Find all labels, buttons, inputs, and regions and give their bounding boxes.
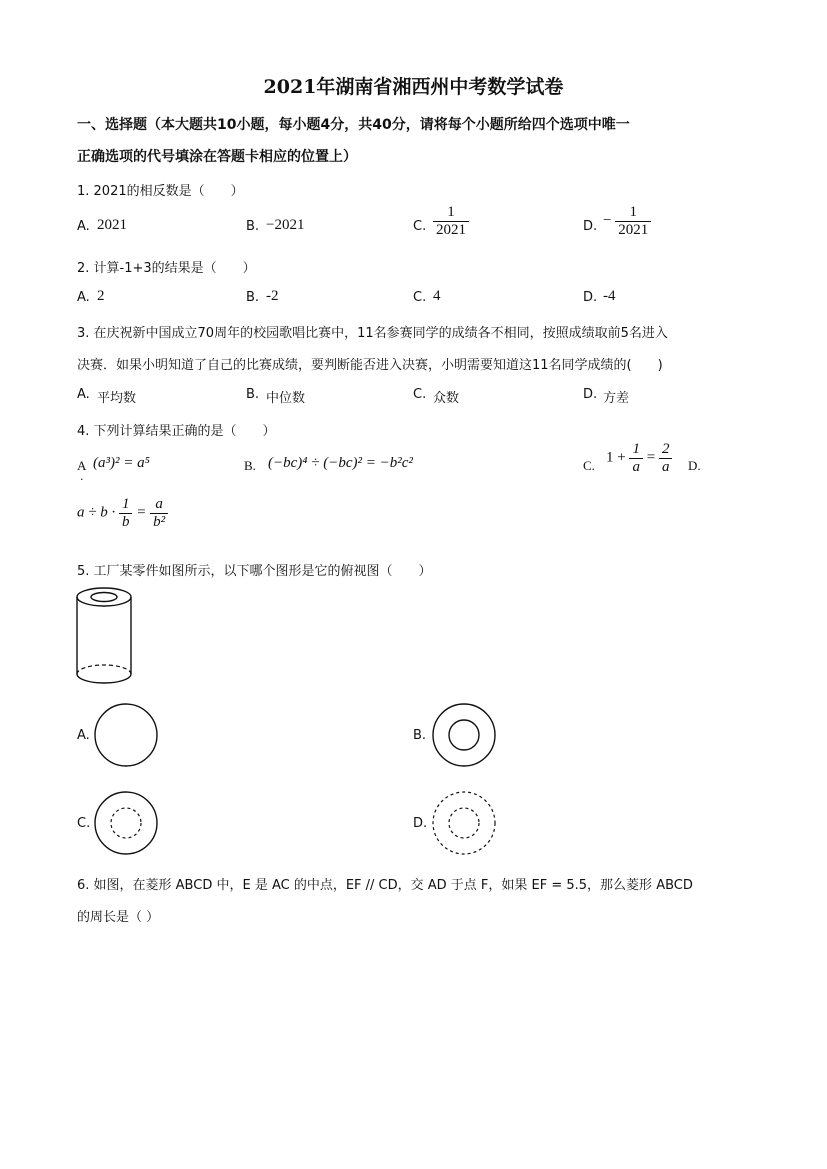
q4-option-c	[606, 441, 672, 475]
q3-option-a: 平均数	[97, 391, 137, 406]
q3-label-c: C.	[413, 387, 427, 402]
q4-d-num2: a	[150, 496, 168, 514]
q1-label-c: C.	[413, 219, 427, 234]
q5-label-d: D.	[413, 816, 428, 831]
q3-option-c: 众数	[433, 391, 460, 406]
q2-option-d: -4	[603, 288, 616, 304]
q4-label-b: B.	[244, 458, 256, 473]
q1-d-denominator: 2021	[618, 221, 649, 238]
q1-option-c	[433, 204, 469, 238]
q4-c-num2: 2	[659, 441, 673, 459]
q3-option-b: 中位数	[266, 391, 306, 406]
q2-option-b: -2	[266, 288, 279, 304]
q3-label-d: D.	[583, 387, 598, 402]
q2-label-b: B.	[246, 290, 260, 305]
q4-option-a: (a³)² = a⁵	[93, 455, 150, 471]
q4-c-den1: a	[632, 458, 640, 475]
q4-label-a-dot: .	[80, 470, 84, 483]
q2-label-d: D.	[583, 290, 598, 305]
q1-label-a: A.	[77, 219, 90, 234]
section-header-line1: 一、选择题（本大题共10小题，每小题4分，共40分，请将每个小题所给四个选项中唯一	[77, 117, 630, 133]
question-6-line1: 6. 如图，在菱形 ABCD 中，E 是 AC 的中点，EF // CD，交 AD 于点 F，如果 EF = 5.5，那么菱形 ABCD	[77, 878, 693, 893]
q4-d-lhs: a ÷ b ·	[77, 504, 116, 521]
question-3-line2: 决赛．如果小明知道了自己的比赛成绩，要判断能否进入决赛，小明需要知道这11名同学成绩的( )	[77, 358, 663, 373]
question-4-stem: 4. 下列计算结果正确的是（ ）	[77, 424, 276, 439]
section-header-line2: 正确选项的代号填涂在答题卡相应的位置上）	[77, 149, 357, 165]
q3-label-a: A.	[77, 387, 90, 402]
q2-label-a: A.	[77, 290, 90, 305]
q4-d-num1: 1	[119, 496, 133, 514]
q4-c-num1: 1	[629, 441, 643, 459]
q1-option-d	[603, 204, 651, 238]
q1-label-b: B.	[246, 219, 260, 234]
q3-option-d: 方差	[603, 391, 630, 406]
q1-option-b: −2021	[266, 217, 305, 233]
q4-option-b: (−bc)⁴ ÷ (−bc)² = −b²c²	[268, 455, 413, 471]
q4-d-eq: =	[136, 504, 147, 521]
cylinder-part-figure	[70, 585, 140, 690]
q1-d-numerator: 1	[615, 204, 651, 222]
q4-label-d: D.	[688, 458, 701, 473]
q5-option-b-concentric-circles	[430, 701, 500, 771]
q1-d-sign: −	[603, 212, 612, 229]
q1-c-numerator: 1	[433, 204, 469, 222]
q2-option-a: 2	[97, 288, 105, 304]
q5-label-c: C.	[77, 816, 91, 831]
q2-label-c: C.	[413, 290, 427, 305]
question-2-stem: 2. 计算-1+3的结果是（ ）	[77, 261, 256, 276]
q4-d-den2: b²	[153, 513, 166, 530]
q4-label-c: C.	[583, 458, 595, 473]
q4-option-d	[77, 496, 168, 530]
q4-c-den2: a	[661, 458, 670, 475]
question-6-line2: 的周长是（ ）	[77, 910, 160, 925]
q3-label-b: B.	[246, 387, 260, 402]
q4-c-eq: =	[646, 449, 656, 466]
q5-option-a-circle	[92, 701, 162, 771]
page-title: 2021年湖南省湘西州中考数学试卷	[263, 76, 564, 98]
q2-option-c: 4	[433, 288, 441, 304]
q5-label-a: A.	[77, 728, 90, 743]
question-1-stem: 1. 2021的相反数是（ ）	[77, 184, 244, 199]
q1-option-a: 2021	[97, 217, 127, 233]
q5-label-b: B.	[413, 728, 427, 743]
q1-c-denominator: 2021	[436, 221, 466, 238]
question-3-line1: 3. 在庆祝新中国成立70周年的校园歌唱比赛中，11名参赛同学的成绩各不相同，按照成绩取前5名进入	[77, 326, 668, 341]
q4-label-a: A	[77, 458, 87, 473]
q5-option-c-solid-dashed-circles	[92, 789, 162, 859]
question-5-stem: 5. 工厂某零件如图所示，以下哪个图形是它的俯视图（ ）	[77, 564, 432, 579]
q4-c-lhs: 1 +	[606, 449, 626, 466]
q5-option-d-dashed-circles	[430, 789, 500, 859]
q4-d-den1: b	[121, 513, 130, 530]
q1-label-d: D.	[583, 219, 598, 234]
